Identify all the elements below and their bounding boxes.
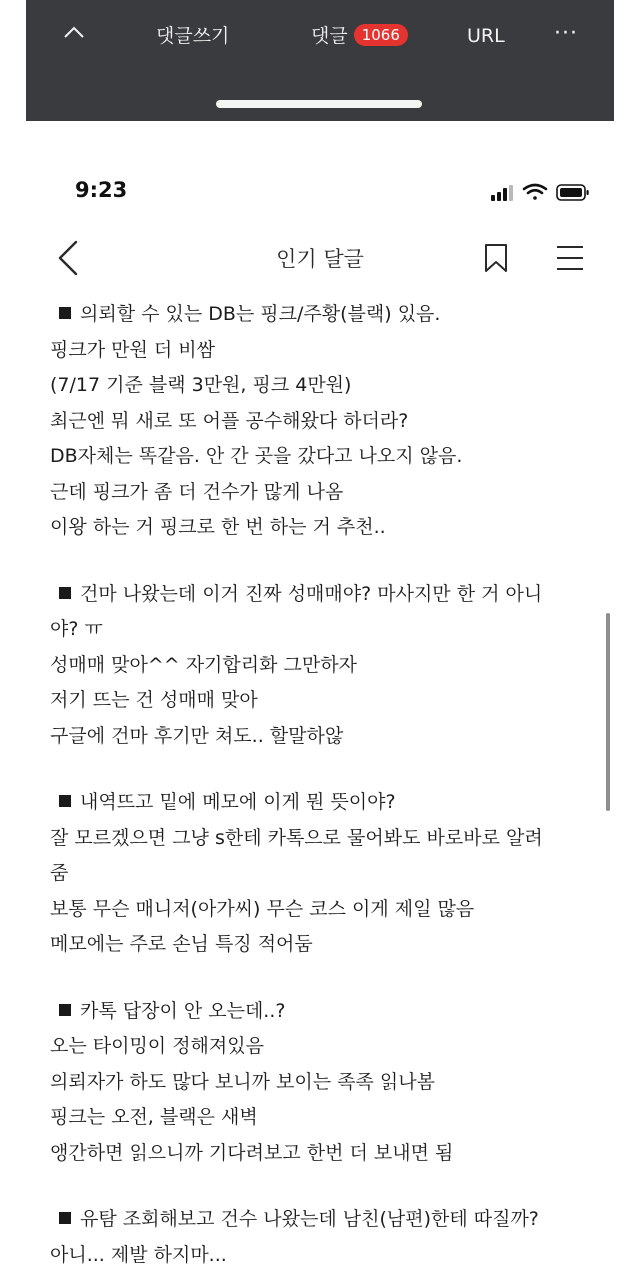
blank-line bbox=[50, 754, 590, 785]
square-bullet-icon bbox=[59, 1212, 71, 1224]
square-bullet-icon bbox=[59, 587, 71, 599]
text-line: 성매매 맞아^^ 자기합리화 그만하자 bbox=[50, 653, 357, 676]
left-margin bbox=[0, 0, 26, 1280]
text-line: 이왕 하는 거 핑크로 한 번 하는 거 추천.. bbox=[50, 516, 386, 538]
section-heading bbox=[50, 785, 590, 821]
status-time: 9:23 bbox=[75, 178, 128, 202]
text-line: 메모에는 주로 손님 특징 적어둠 bbox=[50, 933, 313, 955]
scrollbar[interactable] bbox=[606, 613, 610, 811]
comments-label: 댓글 bbox=[311, 25, 348, 47]
text-line: 저기 뜨는 건 성매매 맞아 bbox=[50, 689, 258, 711]
blank-line bbox=[50, 963, 590, 994]
home-indicator bbox=[216, 100, 422, 108]
text-line: 보통 무슨 매니저(아가씨) 무슨 코스 이게 제일 많음 bbox=[50, 897, 475, 920]
menu-icon[interactable] bbox=[556, 244, 584, 276]
post-content bbox=[50, 297, 590, 1273]
heading-text: 유탐 조회해보고 건수 나왔는데 남친(남편)한테 따질까? bbox=[80, 1208, 539, 1230]
heading-text: 의뢰할 수 있는 DB는 핑크/주황(블랙) 있음. bbox=[80, 303, 441, 325]
url-label: URL bbox=[467, 25, 505, 47]
text-line: 근데 핑크가 좀 더 건수가 많게 나옴 bbox=[50, 480, 344, 503]
bookmark-icon[interactable] bbox=[484, 243, 508, 277]
text-line: 핑크가 만원 더 비쌈 bbox=[50, 338, 215, 361]
write-comment-button[interactable] bbox=[156, 22, 229, 50]
text-line: 최근엔 뭐 새로 또 어플 공수해왔다 하더라? bbox=[50, 409, 409, 432]
text-line: 잘 모르겠으면 그냥 s한테 카톡으로 물어봐도 바로바로 알려 bbox=[50, 826, 543, 849]
text-line: 핑크는 오전, 블랙은 새벽 bbox=[50, 1106, 258, 1128]
square-bullet-icon bbox=[59, 1004, 71, 1016]
right-margin bbox=[614, 0, 640, 1280]
text-line: 야? ㅠ bbox=[50, 618, 103, 640]
comment-count-badge: 1066 bbox=[354, 24, 408, 46]
heading-text: 카톡 답장이 안 오는데..? bbox=[80, 999, 286, 1022]
square-bullet-icon bbox=[59, 795, 71, 807]
battery-icon bbox=[557, 185, 589, 200]
url-button[interactable] bbox=[467, 22, 505, 50]
chevron-up-icon[interactable] bbox=[63, 22, 89, 50]
text-line: 오는 타이밍이 정해져있음 bbox=[50, 1035, 264, 1057]
signal-icon bbox=[491, 185, 513, 201]
blank-line bbox=[50, 1171, 590, 1202]
text-line: 아니... 제발 하지마... bbox=[50, 1243, 227, 1266]
page-title: 인기 달글 bbox=[276, 247, 364, 271]
text-line: 앵간하면 읽으니까 기다려보고 한번 더 보내면 됨 bbox=[50, 1141, 454, 1164]
text-line: 의뢰자가 하도 많다 보니까 보이는 족족 읽나봄 bbox=[50, 1070, 435, 1093]
blank-line bbox=[50, 546, 590, 577]
wifi-icon bbox=[524, 185, 546, 200]
square-bullet-icon bbox=[59, 307, 71, 319]
write-comment-label: 댓글쓰기 bbox=[156, 25, 230, 47]
text-line: 구글에 건마 후기만 쳐도.. 할말하않 bbox=[50, 724, 344, 747]
comments-button[interactable] bbox=[311, 22, 408, 50]
section-heading bbox=[50, 1202, 590, 1238]
heading-text: 건마 나왔는데 이거 진짜 성매매야? 마사지만 한 거 아니 bbox=[80, 582, 543, 605]
heading-text: 내역뜨고 밑에 메모에 이게 뭔 뜻이야? bbox=[80, 791, 396, 813]
text-line: 줌 bbox=[50, 862, 69, 884]
text-line: (7/17 기준 블랙 3만원, 핑크 4만원) bbox=[50, 374, 352, 396]
more-options-icon[interactable]: ··· bbox=[554, 21, 578, 46]
status-icons bbox=[489, 182, 591, 204]
section-heading bbox=[50, 297, 590, 333]
bottom-toolbar-overlay bbox=[26, 0, 614, 121]
section-heading bbox=[50, 994, 590, 1030]
text-line: DB자체는 똑같음. 안 간 곳을 갔다고 나오지 않음. bbox=[50, 445, 463, 467]
section-heading bbox=[50, 577, 590, 613]
